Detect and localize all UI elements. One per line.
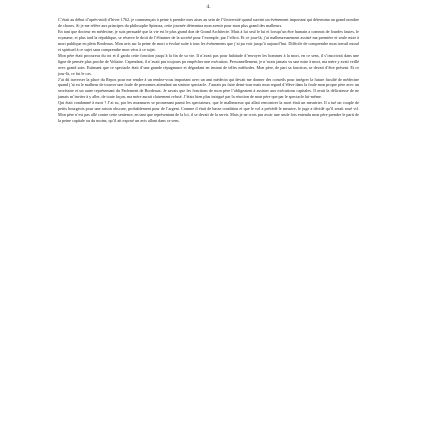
paragraph-1: C’était au début d’après-midi d’hiver 1762, je commençais à peine à prendre mes aises au sein de l’Université quand survint un événement important qui détermina un grand nombre de choses. Si je me réfère aux principes du philosophe Spinoza, cette journée détermina mon avenir pour mon plus grand des malheurs. xyxy=(58,17,359,28)
paragraph-4: J’ai dû traverser la place du Repos pour me rendre à un rendez-vous important avec un ami médecin qui devait me donner des conseils pour intégrer la future faculté de médecine quand j’ai eu le malheur de trouver une foule de personnes attendant un sinistre spectacle. J’aurais pu faire demi-tour mais mon regard d’élève dans la foule mon propre père avec un secrétaire et un autre représentant du Parlement de Bordeaux. Je savais que les fonctions de mon père l’obligeaient à assister aux exécutions capitales. Il avait la délicatesse de ne jamais m’inviter à y aller, de toute façon, ma mère aurait clairement refusé. J’étais bien plus intrigué par la réaction de mon père que par le spectacle lui-même. xyxy=(58,76,359,100)
paragraph-5: Qui était condamné à mort ? J’ai su, par les murmures se promenant parmi les spectateurs, que le malheureux qui allait rencontrer la mort était un meurtrier. Il a tué un couple de petits bourgeois pour une raison obscure, probablement pour de l’argent. Comme il était de basse condition et que le vol a précédé le meurtre, le juge a décidé qu’il serait roué vif. Mon père n’est pas allé contre cette sentence, en tant que représentant de la loi, il se devait de la servir. Mais je ne crois pas avoir une seule fois entendu mon père prendre le parti de la peine capitale ou du moins, qu’il ait exposé un avis allant dans ce sens. xyxy=(58,100,359,124)
paragraph-3: Mon père était procureur du roi et il garda cette fonction jusqu’à la fin de sa vie. Il n’avait pas pour habitude d’envoyer les hommes à la mort, en ce sens, il s’inscrivait dans une ligne de pensée plus proche de Voltaire. Cependant, il n’avait pas toujours pu empêcher une exécution. Personnellement, je n’avais jamais vu une mise à mort, ma mère y avait veillé avec grand soin. Estimant que ce spectacle était d’une grande répugnance et dégradant en instant de telles méthodes. Mon père, de part sa fonction, se devait d’être présent. Et ce jour-là, ce fut le cas. xyxy=(58,52,359,76)
page-number: 4. xyxy=(206,4,211,10)
paragraph-2: En tant que docteur en médecine, je suis persuadé que la vie est le plus grand don de Grand Architecte. Mais à lui seul le lui et lorsqu’un être humain a commis de lourdes fautes, le royaume, et plus tard la république, se réserve le droit de l’éliminer de la société pour l’exemple, par l’effroi. Et ce jour-là, j’ai malheureusement assisté ma première et seule mise à mort publique en plein Bordeaux. Mon avis sur la peine de mort a évolué suite à tous les événements que j’ai pu voir jusqu’à aujourd’hui. Difficile de comprendre mon travail moral et spirituel à ce sujet sans comprendre mon vécu à ce sujet. xyxy=(58,28,359,52)
